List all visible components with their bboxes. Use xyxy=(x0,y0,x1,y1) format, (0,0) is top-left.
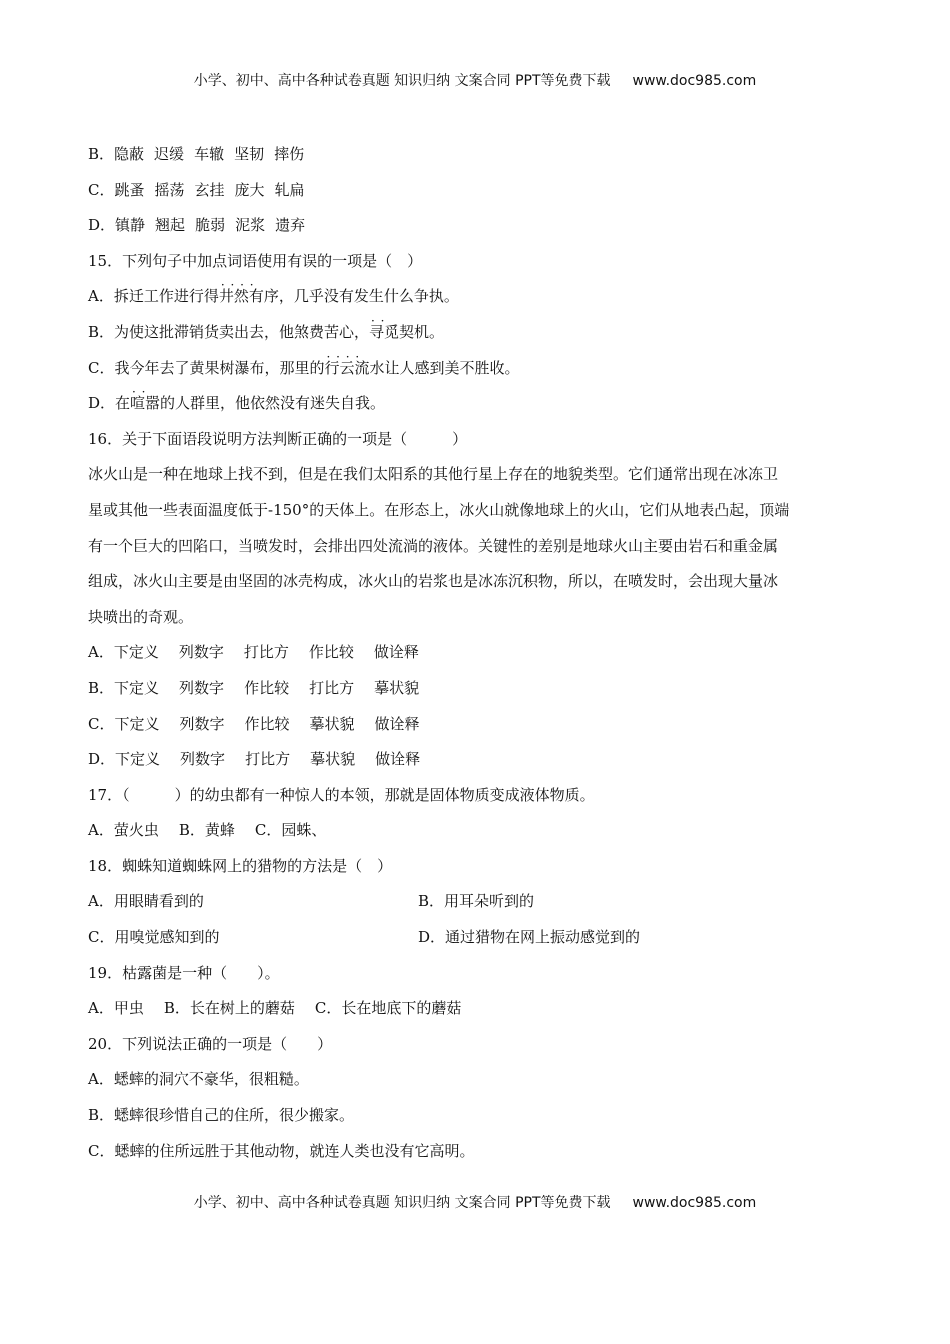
option-word: 遗弃 xyxy=(275,216,306,235)
option-word: 打比方 xyxy=(309,678,355,697)
option-a: A．用眼睛看到的 xyxy=(88,892,204,911)
option-word: 车辙 xyxy=(194,145,225,163)
page-header xyxy=(0,70,950,90)
option-text: B．为使这批滞销货卖出去，他煞费苦心， xyxy=(88,322,370,341)
option-text: D．在 xyxy=(88,394,131,413)
option-word: 作比较 xyxy=(244,714,290,733)
document-body xyxy=(88,144,858,1176)
footer-site: www.doc985.com xyxy=(632,1195,757,1211)
q15-option-a xyxy=(88,286,858,322)
q20-option-c: C．蟋蟀的住所远胜于其他动物，就连人类也没有它高明。 xyxy=(88,1141,475,1160)
option-b: B．黄蜂 xyxy=(178,821,235,840)
option-word: 下定义 xyxy=(114,678,160,697)
option-word: 庞大 xyxy=(234,180,265,199)
q16-passage-line: 星或其他一些表面温度低于-150°的天体上。在形态上，冰火山就像地球上的火山，它们从地表凸起，顶端 xyxy=(88,500,790,519)
footer-text: 小学、初中、高中各种试卷真题 知识归纳 文案合同 PPT等免费下载 xyxy=(193,1195,611,1211)
option-c: C．用嗅觉感知到的 xyxy=(88,928,220,947)
option-b: B．用耳朵听到的 xyxy=(418,892,535,911)
option-text: A．拆迁工作进行得 xyxy=(88,287,219,306)
option-word: 摹状貌 xyxy=(374,678,420,697)
option-word: 摔伤 xyxy=(274,145,305,163)
option-label: C． xyxy=(88,180,115,199)
option-label: A． xyxy=(88,643,114,662)
option-word: 做诠释 xyxy=(375,750,421,769)
option-word: 泥浆 xyxy=(235,216,266,235)
option-word: 隐蔽 xyxy=(114,145,145,163)
option-label: B． xyxy=(88,145,115,163)
option-text: 让人感到美不胜收。 xyxy=(384,358,520,377)
option-word: 下定义 xyxy=(114,714,160,733)
option-label: D． xyxy=(88,216,116,235)
q16-option-d xyxy=(88,749,858,785)
option-word: 镇静 xyxy=(115,216,146,235)
q16-option-a xyxy=(88,642,858,678)
option-word: 打比方 xyxy=(243,643,289,662)
option-label: C． xyxy=(88,714,115,733)
q19-options xyxy=(88,998,858,1034)
q18-options-row2 xyxy=(88,927,858,963)
option-text: C．我今年去了黄果树瀑布，那里的 xyxy=(88,358,325,377)
dotted-word: · · 喧嚣 xyxy=(130,393,160,413)
q17-stem: 17．（ ）的幼虫都有一种惊人的本领，那就是固体物质变成液体物质。 xyxy=(88,785,595,804)
header-text: 小学、初中、高中各种试卷真题 知识归纳 文案合同 PPT等免费下载 xyxy=(193,73,611,89)
option-word: 摇荡 xyxy=(154,180,185,199)
option-a: A．萤火虫 xyxy=(88,821,159,840)
header-site: www.doc985.com xyxy=(632,73,757,89)
q15-stem: 15．下列句子中加点词语使用有误的一项是（ ） xyxy=(88,251,423,270)
option-word: 摹状貌 xyxy=(310,750,356,769)
dotted-word: · · 寻觅 xyxy=(369,322,399,342)
option-word: 做诠释 xyxy=(373,643,419,662)
option-word: 坚韧 xyxy=(234,145,265,163)
option-word: 作比较 xyxy=(308,643,354,662)
q16-option-b xyxy=(88,678,858,714)
option-word: 脆弱 xyxy=(195,216,226,235)
option-word: 作比较 xyxy=(244,678,290,697)
q18-options-row1 xyxy=(88,891,858,927)
dotted-word: · · · · 井然有序 xyxy=(219,286,279,306)
q15-option-c xyxy=(88,358,858,394)
option-word: 摹状貌 xyxy=(309,714,355,733)
option-label: B． xyxy=(88,678,115,697)
q14-option-b xyxy=(88,144,858,180)
q16-passage-line: 冰火山是一种在地球上找不到，但是在我们太阳系的其他行星上存在的地貌类型。它们通常出现在冰冻卫 xyxy=(88,465,779,484)
q16-option-c xyxy=(88,714,858,750)
option-text: 契机。 xyxy=(399,322,445,341)
option-text: ，几乎没有发生什么争执。 xyxy=(278,287,459,306)
option-d: D．通过猎物在网上振动感觉到的 xyxy=(418,928,641,947)
option-word: 做诠释 xyxy=(374,714,420,733)
q14-option-d xyxy=(88,215,858,251)
q16-passage-line: 组成，冰火山主要是由坚固的冰壳构成，冰火山的岩浆也是冰冻沉积物，所以，在喷发时，会出现大量冰 xyxy=(88,572,779,591)
option-word: 翘起 xyxy=(155,216,186,235)
q16-passage-line: 块喷出的奇观。 xyxy=(88,607,194,626)
page-footer xyxy=(0,1192,950,1212)
option-word: 打比方 xyxy=(245,750,291,769)
option-word: 下定义 xyxy=(115,750,161,769)
option-c: C．长在地底下的蘑菇 xyxy=(314,999,462,1018)
option-word: 列数字 xyxy=(179,714,225,733)
option-word: 列数字 xyxy=(178,643,224,662)
q15-option-b xyxy=(88,322,858,358)
option-text: 的人群里，他依然没有迷失自我。 xyxy=(160,394,386,413)
option-word: 玄挂 xyxy=(194,180,225,199)
option-a: A．甲虫 xyxy=(88,999,144,1018)
q14-option-c xyxy=(88,180,858,216)
q17-options xyxy=(88,820,858,856)
option-word: 跳蚤 xyxy=(114,180,145,199)
q20-option-b: B．蟋蟀很珍惜自己的住所，很少搬家。 xyxy=(88,1106,355,1125)
option-word: 列数字 xyxy=(179,678,225,697)
q15-option-d xyxy=(88,393,858,429)
q19-stem: 19．枯露菌是一种（ ）。 xyxy=(88,963,280,982)
dotted-word: · · · · 行云流水 xyxy=(324,358,384,378)
option-word: 迟缓 xyxy=(154,145,185,163)
option-c: C．园蛛、 xyxy=(254,821,327,840)
option-label: D． xyxy=(88,750,116,769)
option-word: 下定义 xyxy=(113,643,159,662)
option-word: 轧扁 xyxy=(274,180,305,199)
q20-stem: 20．下列说法正确的一项是（ ） xyxy=(88,1034,333,1053)
q16-stem: 16．关于下面语段说明方法判断正确的一项是（ ） xyxy=(88,429,468,448)
option-word: 列数字 xyxy=(180,750,226,769)
q20-option-a: A．蟋蟀的洞穴不豪华，很粗糙。 xyxy=(88,1070,309,1089)
q16-passage-line: 有一个巨大的凹陷口，当喷发时，会排出四处流淌的液体。关键性的差别是地球火山主要由岩石和重金属 xyxy=(88,536,779,555)
q18-stem: 18．蜘蛛知道蜘蛛网上的猎物的方法是（ ） xyxy=(88,856,393,875)
option-b: B．长在树上的蘑菇 xyxy=(163,999,295,1018)
